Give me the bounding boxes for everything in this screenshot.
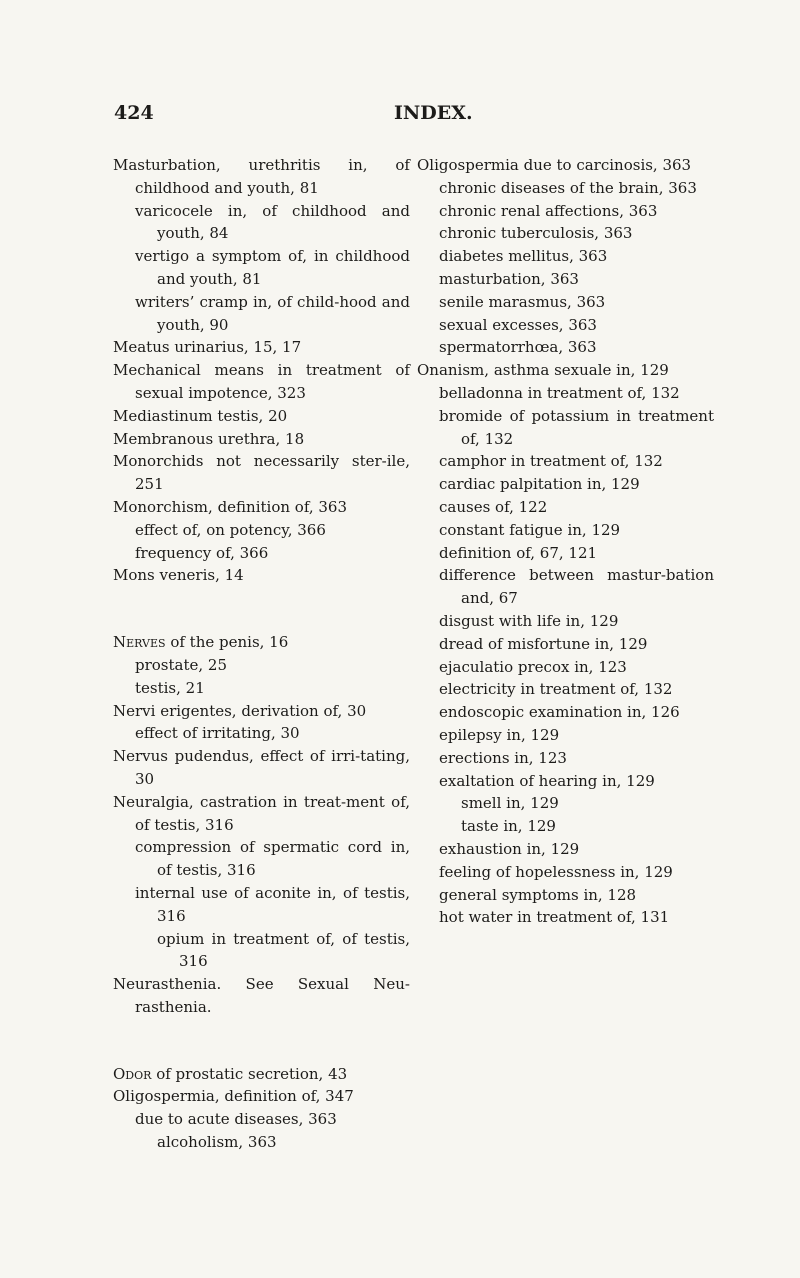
- entry-text: smell in, 129: [461, 794, 559, 813]
- entry-text: testis, 21: [135, 678, 205, 697]
- index-entry: [113, 428, 410, 451]
- index-column-right: [417, 154, 714, 929]
- entry-text: Oligospermia, definition of, 347: [113, 1087, 354, 1106]
- entry-text: Mediastinum testis, 20: [113, 406, 288, 425]
- index-entry: [417, 815, 714, 838]
- index-entry: [113, 882, 410, 928]
- index-entry: [417, 473, 714, 496]
- entry-text: Meatus urinarius, 15, 17: [113, 338, 302, 357]
- entry-text: feeling of hopelessness in, 129: [439, 862, 673, 881]
- index-entry: [417, 154, 714, 177]
- index-entry: [417, 268, 714, 291]
- entry-text: endoscopic examination in, 126: [439, 703, 680, 722]
- entry-text: writers’ cramp in, of child-hood and youth, 90: [135, 292, 410, 334]
- index-entry: [113, 700, 410, 723]
- entry-text: varicocele in, of childhood and youth, 84: [135, 201, 410, 243]
- entry-text: dread of misfortune in, 129: [439, 634, 648, 653]
- page-title: INDEX.: [394, 102, 473, 124]
- index-entry: [417, 519, 714, 542]
- entry-text: Membranous urethra, 18: [113, 429, 305, 448]
- index-entry: [417, 747, 714, 770]
- entry-text: Oligospermia due to carcinosis, 363: [417, 156, 692, 174]
- entry-text: chronic renal affections, 363: [439, 201, 658, 220]
- entry-text: frequency of, 366: [135, 543, 269, 562]
- entry-text: alcoholism, 363: [157, 1133, 277, 1152]
- index-entry: [417, 633, 714, 656]
- index-entry: [417, 678, 714, 701]
- entry-text: Monorchism, definition of, 363: [113, 497, 348, 516]
- entry-text: Monorchids not necessarily ster-ile, 251: [113, 452, 410, 494]
- index-entry: [417, 496, 714, 519]
- index-entry: [113, 791, 410, 837]
- index-entry: [417, 884, 714, 907]
- entry-text: chronic tuberculosis, 363: [439, 224, 633, 243]
- index-entry: [113, 336, 410, 359]
- entry-text: senile marasmus, 363: [439, 292, 606, 311]
- index-entry: [113, 836, 410, 882]
- index-entry: [113, 631, 410, 654]
- section-gap: [113, 1019, 410, 1063]
- index-entry: [417, 792, 714, 815]
- index-entry: [113, 564, 410, 587]
- entry-text: Neurasthenia. See Sexual Neu-rasthenia.: [113, 975, 410, 1016]
- index-entry: [417, 861, 714, 884]
- entry-text: of the penis, 16: [165, 633, 289, 652]
- index-entry: [113, 154, 410, 200]
- entry-text: general symptoms in, 128: [439, 885, 637, 904]
- entry-text: of prostatic secretion, 43: [151, 1064, 348, 1083]
- index-entry: [113, 200, 410, 246]
- index-entry: [113, 1085, 410, 1108]
- index-entry: [417, 656, 714, 679]
- entry-text: taste in, 129: [461, 817, 556, 836]
- entry-text: belladonna in treatment of, 132: [439, 383, 680, 402]
- entry-text: sexual excesses, 363: [439, 315, 597, 334]
- entry-text: disgust with life in, 129: [439, 611, 619, 630]
- index-entry: [417, 450, 714, 473]
- entry-text: epilepsy in, 129: [439, 725, 560, 744]
- index-entry: [417, 906, 714, 929]
- index-entry: [417, 405, 714, 451]
- entry-text: camphor in treatment of, 132: [439, 452, 663, 471]
- entry-text: Nervi erigentes, derivation of, 30: [113, 701, 367, 720]
- index-entry: [417, 770, 714, 793]
- index-entry: [417, 200, 714, 223]
- index-entry: [113, 496, 410, 519]
- index-entry: [417, 314, 714, 337]
- entry-text: Onanism, asthma sexuale in, 129: [417, 361, 669, 380]
- entry-text: Masturbation, urethritis in, of childhood and youth, 81: [113, 156, 410, 197]
- index-entry: [417, 291, 714, 314]
- index-entry: [417, 382, 714, 405]
- entry-text: bromide of potassium in treatment of, 132: [439, 406, 714, 448]
- index-entry: [417, 222, 714, 245]
- entry-text: cardiac palpitation in, 129: [439, 475, 640, 494]
- index-entry: [113, 542, 410, 565]
- index-entry: [113, 928, 410, 974]
- entry-text: ejaculatio precox in, 123: [439, 657, 627, 676]
- entry-text: effect of irritating, 30: [135, 724, 300, 743]
- section-gap: [113, 587, 410, 631]
- index-entry: [113, 722, 410, 745]
- entry-text: spermatorrhœa, 363: [439, 338, 597, 357]
- index-entry: [113, 654, 410, 677]
- entry-text: hot water in treatment of, 131: [439, 908, 670, 927]
- index-entry: [113, 677, 410, 700]
- entry-text: compression of spermatic cord in, of testis, 316: [135, 838, 410, 880]
- entry-lead-word: Odor: [113, 1064, 152, 1083]
- index-entry: [113, 973, 410, 1019]
- index-entry: [113, 450, 410, 496]
- entry-text: Mons veneris, 14: [113, 566, 244, 585]
- entry-text: exaltation of hearing in, 129: [439, 771, 655, 790]
- entry-text: vertigo a symptom of, in childhood and youth, 81: [135, 247, 410, 288]
- entry-text: Mechanical means in treatment of sexual impotence, 323: [113, 361, 410, 402]
- entry-text: prostate, 25: [135, 655, 227, 674]
- index-entry: [113, 291, 410, 337]
- entry-text: electricity in treatment of, 132: [439, 680, 673, 699]
- page-header: [114, 102, 714, 132]
- entry-text: due to acute diseases, 363: [135, 1110, 337, 1129]
- entry-text: effect of, on potency, 366: [135, 520, 326, 539]
- index-entry: [417, 701, 714, 724]
- entry-text: constant fatigue in, 129: [439, 520, 621, 539]
- index-entry: [417, 564, 714, 610]
- page-number: 424: [114, 102, 154, 124]
- index-entry: [113, 405, 410, 428]
- entry-text: definition of, 67, 121: [439, 543, 598, 562]
- index-entry: [417, 177, 714, 200]
- index-entry: [417, 724, 714, 747]
- index-column-left: [113, 154, 410, 1154]
- entry-text: opium in treatment of, of testis, 316: [157, 929, 410, 971]
- index-entry: [417, 610, 714, 633]
- index-entry: [417, 245, 714, 268]
- index-entry: [113, 359, 410, 405]
- entry-text: diabetes mellitus, 363: [439, 247, 608, 266]
- index-entry: [113, 519, 410, 542]
- entry-text: difference between mastur-bation and, 67: [439, 566, 714, 608]
- entry-text: masturbation, 363: [439, 269, 579, 288]
- entry-text: erections in, 123: [439, 748, 567, 767]
- entry-lead-word: Nerves: [113, 633, 166, 652]
- entry-text: exhaustion in, 129: [439, 839, 580, 858]
- entry-text: Neuralgia, castration in treat-ment of, of testis, 316: [113, 792, 410, 834]
- index-entry: [113, 1131, 410, 1154]
- index-entry: [113, 1108, 410, 1131]
- index-entry: [417, 336, 714, 359]
- entry-text: causes of, 122: [439, 497, 548, 516]
- index-entry: [417, 359, 714, 382]
- index-entry: [417, 838, 714, 861]
- index-entry: [417, 542, 714, 565]
- entry-text: Nervus pudendus, effect of irri-tating, 30: [113, 747, 410, 788]
- index-entry: [113, 745, 410, 791]
- index-entry: [113, 245, 410, 291]
- entry-text: internal use of aconite in, of testis, 316: [135, 883, 410, 925]
- index-entry: [113, 1063, 410, 1086]
- entry-text: chronic diseases of the brain, 363: [439, 178, 697, 197]
